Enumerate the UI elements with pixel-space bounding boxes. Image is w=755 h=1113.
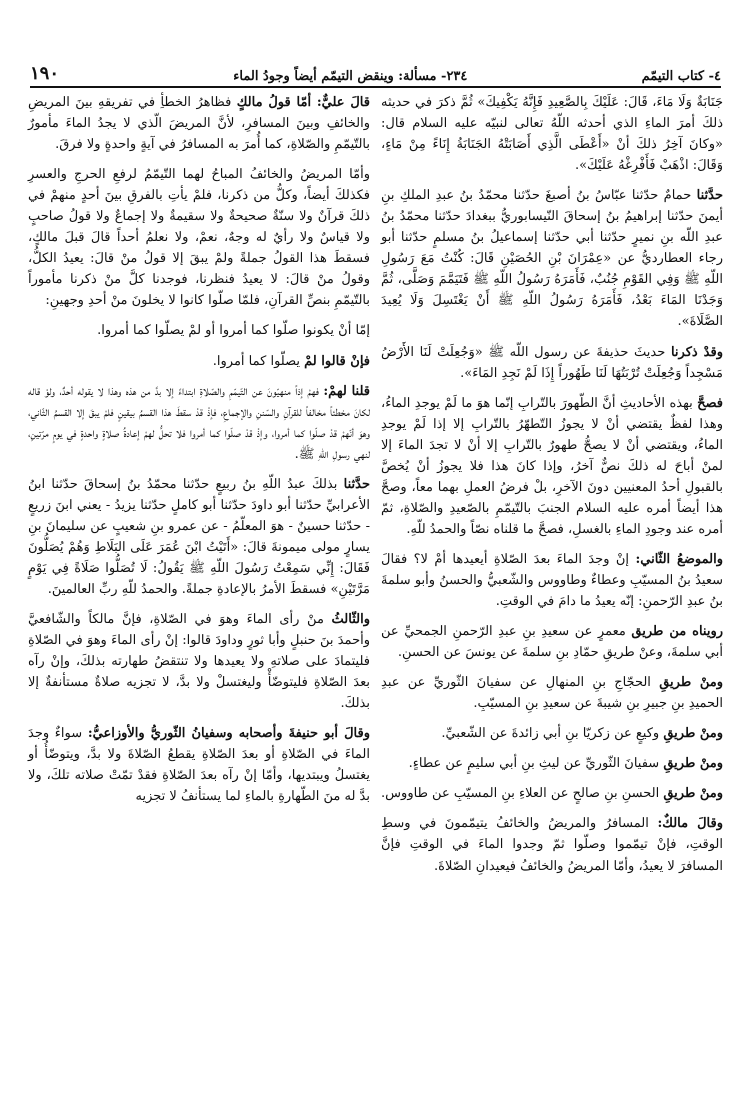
chapter-title: ٤- كتاب التيمّم [641,69,721,84]
paragraph-lead: قلنا لهمْ: [323,383,370,399]
paragraph-lead: حدَّثنا [343,476,370,492]
paragraph-text: يصلّوا كما أمروا. [212,353,300,369]
paragraph [381,621,723,663]
paragraph-lead: والثّالثُ [331,612,370,628]
paragraph-text: بذلكَ عبدُ اللّهِ بنُ ربيعٍ حدّثنا محمّدُ بنُ إسحاقَ حدّثنا ابنُ الأعرابيِّ حدّثنا أبو داودَ حدّثنا أبو كاملٍ حدّثنا يزيدُ - يعني ابنَ زريعٍ - حدّثنا حسينٌ - هوَ المعلّمُ - عن عمرو بنِ شعيبٍ عن سليمانَ بنِ يسارٍ مولى ميمونةَ قالَ: «أَتَيْتُ ابْنَ عُمَرَ عَلَى البَلَاطِ وَهُمْ يُصَلُّونَ فَقَالَ: إِنِّي سَمِعْتُ رَسُولَ اللّهِ ﷺ يَقُولُ: لَا تُصَلُّوا صَلَاةً فِي يَوْمٍ مَرَّتَيْنِ» فسقطَ الأمرُ بالإعادةِ جملةً. والحمدُ للّهِ ربِّ العالمينَ. [28,476,370,597]
paragraph-text: إنْ وجدَ الماءَ بعدَ الصّلاةِ أيعيدها أمْ لا؟ فقالَ سعيدُ بنُ المسيّبِ وعطاءٌ وطاووس والشّعبيُّ والحسنُ وأبو سلمةَ بنُ عبدِ الرّحمنِ: إنّه يعيدُ ما دامَ في الوقتِ. [381,551,723,610]
paragraph [28,609,370,714]
right-column [381,92,723,886]
paragraph-text: وكيعٍ عن زكريّا بنِ أبي زائدةَ عن الشّعبيِّ. [441,726,660,742]
paragraph-lead: ومنْ طريقِ [663,756,723,772]
paragraph-text: حديثَ حذيفةَ عن رسول اللّه ﷺ «وَجُعِلَتْ لَنَا الأَرْضُ مَسْجِداً وَجُعِلَتْ تُرْبَتُهَا لَنَا طَهُوراً إِذَا لَمْ نَجِدِ المَاءَ». [381,344,723,381]
paragraph-text: إمّا أنْ يكونوا صلّوا كما أمروا أو لمْ يصلّوا كما أمروا. [97,323,370,339]
paragraph [28,164,370,311]
paragraph-text: فظاهرُ الخطأِ في تفريقهِ بينَ المريضِ والخائفِ وبينَ المسافرِ، لأنَّ المريضَ الّذي لا يجدُ الماءَ مأمورٌ بالتّيمّمِ والصّلاةِ، كما أُمرَ به المسافرُ في آيةٍ واحدةٍ ولا فرقَ. [28,95,370,153]
paragraph [381,185,723,332]
paragraph-lead: ومنْ طريقِ [663,786,723,802]
paragraph [381,549,723,612]
paragraph [381,723,723,744]
paragraph-lead: والموضعُ الثّاني: [635,551,723,567]
paragraph-text: جَنَابَةٌ وَلَا مَاءَ، قَالَ: عَلَيْكَ بِالصَّعِيدِ فَإِنَّهُ يَكْفِيكَ» ثُمَّ ذكرَ في حديثه ذلكَ أمرَ الماءِ الذي أحدثه اللّهُ تعالى لنبيّه عليه السلام قال: «وكانَ آخِرُ ذلكَ أنْ «أَعْطَى الَّذِي أَصَابَتْهُ الجَنَابَةُ إِنَاءً مِنْ مَاءٍ، وَقَالَ: اذْهَبْ فَأَفْرِغْهُ عَلَيْكَ». [381,95,723,174]
paragraph-lead: حدَّثنا [696,188,723,204]
paragraph [28,723,370,807]
paragraph [381,813,723,876]
paragraph-lead: ومنْ طريقِ [659,675,723,691]
paragraph-lead: ومنْ طريقِ [663,726,723,742]
paragraph [381,783,723,804]
page-number: ١٩٠ [30,63,60,84]
running-header [30,54,721,88]
paragraph [28,92,370,155]
paragraph [28,320,370,341]
paragraph-text: وأمّا المريضُ والخائفُ المباحُ لهما التّيمّمُ لرفعِ الحرجِ والعسرِ فكذلكَ أيضاً، وكلُّ من ذكرنا، فلمْ يأتِ بالفرقِ بينَ أحدٍ منهمْ في ذلكَ قرآنٌ ولا سنّةٌ صحيحةٌ ولا سقيمةٌ ولا إجماعٌ ولا قولُ صاحبٍ ولا قياسٌ ولا رأيٌ له وجهٌ، نعمْ، ولا نعلمُ أحداً قالَ قبلَ مالكٍ، فسقطَ هذا القولُ جملةً ولمْ يبقَ إلا قولُ منْ قالَ: يعيدُ الكلُّ، وقولُ منْ قالَ: لا يعيدُ فنظرنا، فوجدنا كلَّ منْ ذكرنا مأموراً بالتّيمّمِ بنصِّ القرآنِ، فلمّا صلّوا كانوا لا يخلونَ منْ أحدِ وجهينِ: [28,167,370,309]
paragraph [381,92,723,176]
left-column [28,92,370,816]
paragraph-lead: وقدْ ذكرنا [670,344,724,360]
paragraph-lead: قالَ عليٌّ: أمّا قولُ مالكٍ [236,95,370,110]
paragraph [28,381,370,465]
paragraph [381,342,723,384]
paragraph-text: منْ رأى الماءَ وهوَ في الصّلاةِ، فإنَّ مالكاً والشّافعيَّ وأحمدَ بنَ حنبلٍ وأبا ثورٍ وداودَ قالوا: إنْ رأى الماءَ وهوَ في الصّلاةِ فليتمادَ على صلاتهِ ولا يعيدها ولا تنتقضُ طهارته بذلكَ، وإنْ رآه بعدَ الصّلاةِ فليتوضّأْ وليغتسلْ ولا بدَّ، لا تجزيه صلاةٌ مستأنفةٌ إلا بذلكَ. [28,612,370,712]
paragraph-text: سواءٌ وجدَ الماءَ في الصّلاةِ أو بعدَ الصّلاةِ يقطعُ الصّلاةَ ولا بدَّ، ويتوضّأُ أو يغتسلُ ويبتديها، وأمّا إنْ رآه بعدَ الصّلاةِ فقدْ تمّتْ صلاته تلكَ، ولا بدَّ له منَ الطّهارةِ بالماءِ لما يستأنفُ لا تجزيه [28,726,370,805]
paragraph-lead: فصحَّ [697,395,723,411]
paragraph-lead: رويناه من طريق [631,624,724,640]
paragraph-text: سفيانَ الثّوريِّ عن ليثِ بنِ أبي سليمٍ عن عطاءٍ. [408,756,660,772]
paragraph-text: حمامٌ حدّثنا عبّاسُ بنُ أصبغَ حدّثنا محمّدُ بنُ عبدِ الملكِ بنِ أيمنَ حدّثنا إبراهيمُ بنُ إسحاقَ النّيسابوريُّ ببغدادَ حدّثنا محمّدُ بنُ عبدِ اللّه بنِ نميرٍ حدّثنا أبي حدّثنا إسماعيلُ بنُ مسلمٍ حدّثنا أبو رجاء العطارديُّ عن «عِمْرَانَ بْنِ الحُصَيْنِ قَالَ: كُنْتُ مَعَ رَسُولِ اللّهِ ﷺ وَفِي القَوْمِ جُنُبٌ، فَأَمَرَهُ رَسُولُ اللّهِ ﷺ فَتَيَمَّمَ وَصَلَّى، ثُمَّ وَجَدْنَا المَاءَ بَعْدُ، فَأَمَرَهُ رَسُولُ اللّهِ ﷺ أَنْ يَغْتَسِلَ وَلَا يُعِيدَ الصَّلَاةَ». [381,188,723,330]
paragraph [381,753,723,774]
paragraph [381,672,723,714]
paragraph-lead: وقالَ مالكٌ: [657,816,723,832]
paragraph-lead: فإنْ قالوا لمْ [304,353,370,369]
paragraph-lead: وقالَ أبو حنيفةَ وأصحابه وسفيانُ الثّوريُّ والأوزاعيُّ: [87,726,370,742]
paragraph-text: بهذه الأحاديثِ أنَّ الطّهورَ بالتّرابِ إنّما هوَ ما لَمْ يوجدِ الماءُ، وهذا لفظٌ يقتضي أنْ لا يجوزُ التّطهّرُ بالتّرابِ إلا إذا لَمْ يوجدِ الماءُ، ويقتضي أنْ لا يصحُّ طهورٌ بالتّرابِ إلا أنْ لا تجدَ الماءَ إلا لمنْ أباحَ له ذلكَ نصٌّ آخرُ، وإذا كانَ هذا فلا يجوزُ أنْ يُخصَّ بالقبولِ أحدُ المعنيين دونَ الآخرِ، بلْ فرضُ العملِ بهما معاً، وصحَّ هذا أيضاً أمره عليه السلام الجنبَ بالتّيمّمِ بالصّعيدِ والصّلاةِ، ثمّ أمره عند وجودِ الماءِ بالغسلِ، فصحَّ ما قلناه نصّاً والحمدُ للّهِ. [381,395,723,537]
paragraph-text: معمرٍ عن سعيدِ بنِ عبدِ الرّحمنِ الجمحيِّ عن أبي سلمةَ، وعنْ طريقِ حمّادِ بنِ سلمةَ عن يونسَ عن الحسنِ. [381,624,723,661]
paragraph-text: المسافرُ والمريضُ والخائفُ يتيمّمونَ في وسطِ الوقتِ، فإنْ تيمّموا وصلّوا ثمّ وجدوا الماءَ في الوقتِ فإنَّ المسافرَ لا يعيدُ، وأمّا المريضُ والخائفُ فيعيدانِ الصّلاةَ. [381,816,723,874]
paragraph [28,474,370,600]
section-title: ٢٣٤- مسألة: وينقض التيمّم أيضاً وجودُ الماء [233,69,468,84]
paragraph [28,351,370,372]
paragraph [381,393,723,540]
paragraph-text: الحجّاجِ بنِ المنهالِ عن سفيانَ الثّوريِّ عن عبدِ الحميدِ بنِ جبيرِ بنِ شيبةَ عن سعيدِ بنِ المسيّبِ. [381,675,723,712]
paragraph-text: الحسنِ بنِ صالحٍ عن العلاءِ بنِ المسيّبِ عن طاووس. [381,786,660,802]
paragraph-text: فهمْ إذاً منهيّونَ عن التّيمّمِ والصّلاةِ ابتداءً إلا بدَّ من هذه وهذا لا يقوله أحدٌ، ولوْ قاله لكانَ مخطئاً مخالفاً للقرآنِ والسّننِ والإجماعِ، فإذْ قدْ سقطَ هذا القسمُ بيقينٍ فلمْ يبقَ إلا القسمُ الثّاني، وهوَ أنّهمْ قدْ صلّوا كما أمروا، وإذْ قدْ صلّوا كما أمروا فلا تحلُّ لهمْ إعادةُ صلاةٍ واحدةٍ في يومٍ مرّتينِ، لنهي رسولِ اللّهِ ﷺ. [28,383,370,462]
